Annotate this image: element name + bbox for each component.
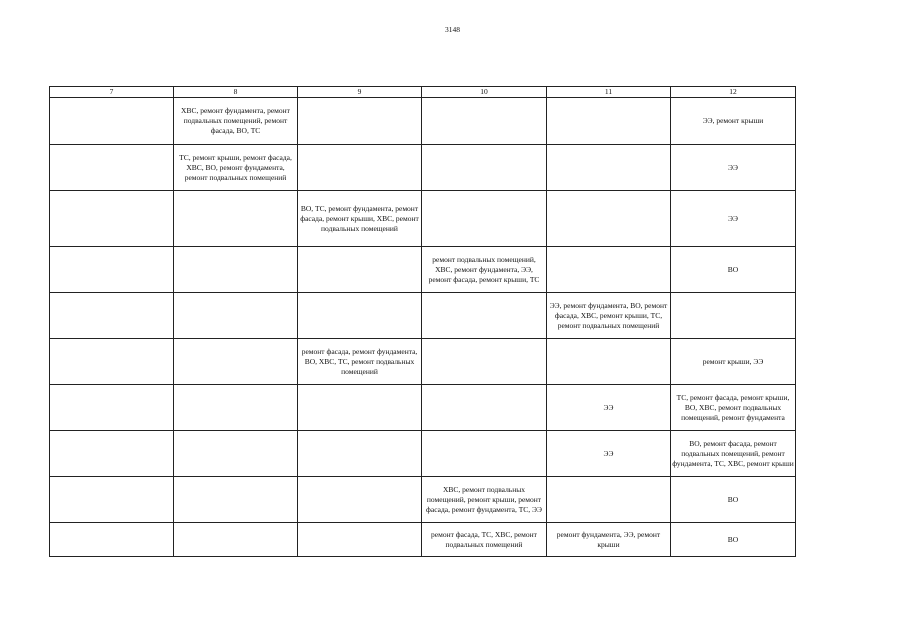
- table-cell: ХВС, ремонт подвальных помещений, ремонт крыши, ремонт фасада, ремонт фундамента, ТС, ЭЭ: [422, 477, 547, 523]
- table-cell: [422, 431, 547, 477]
- table-cell: ВО: [671, 523, 796, 557]
- table-cell: [298, 523, 422, 557]
- table-cell: [174, 385, 298, 431]
- table-cell: ремонт фасада, ТС, ХВС, ремонт подвальных помещений: [422, 523, 547, 557]
- table-cell: [174, 339, 298, 385]
- table-row: [50, 293, 796, 339]
- schedule-table: [49, 86, 796, 557]
- table-cell: [50, 247, 174, 293]
- table-cell: [174, 191, 298, 247]
- table-cell: ВО, ремонт фасада, ремонт подвальных помещений, ремонт фундамента, ТС, ХВС, ремонт крыши: [671, 431, 796, 477]
- table-cell: [298, 247, 422, 293]
- table-header-row: [50, 87, 796, 98]
- table-cell: ремонт фасада, ремонт фундамента, ВО, ХВС, ТС, ремонт подвальных помещений: [298, 339, 422, 385]
- table-cell: [174, 247, 298, 293]
- column-header-9: 9: [298, 87, 422, 98]
- table-cell: ЭЭ: [671, 191, 796, 247]
- column-header-7: 7: [50, 87, 174, 98]
- table-row: [50, 191, 796, 247]
- table-cell: [422, 385, 547, 431]
- table-cell: [174, 477, 298, 523]
- table-row: [50, 477, 796, 523]
- table-cell: ТС, ремонт крыши, ремонт фасада, ХВС, ВО, ремонт фундамента, ремонт подвальных помещений: [174, 145, 298, 191]
- column-header-8: 8: [174, 87, 298, 98]
- table-cell: [298, 477, 422, 523]
- table-cell: ВО: [671, 477, 796, 523]
- table-cell: [50, 98, 174, 145]
- table-cell: [174, 293, 298, 339]
- table-row: [50, 145, 796, 191]
- table-cell: [298, 385, 422, 431]
- table-cell: [298, 98, 422, 145]
- table-cell: [174, 523, 298, 557]
- page-number: 3148: [445, 25, 460, 34]
- table-cell: ЭЭ, ремонт крыши: [671, 98, 796, 145]
- table-cell: ремонт крыши, ЭЭ: [671, 339, 796, 385]
- table-cell: [174, 431, 298, 477]
- column-header-11: 11: [547, 87, 671, 98]
- table-cell: ЭЭ: [547, 385, 671, 431]
- table-cell: [298, 431, 422, 477]
- table-cell: [422, 339, 547, 385]
- table-cell: [422, 293, 547, 339]
- table-cell: [422, 145, 547, 191]
- table-cell: [547, 145, 671, 191]
- column-header-12: 12: [671, 87, 796, 98]
- table-cell: [547, 98, 671, 145]
- table-cell: [50, 385, 174, 431]
- table-cell: [547, 477, 671, 523]
- table-row: [50, 523, 796, 557]
- table-cell: ТС, ремонт фасада, ремонт крыши, ВО, ХВС, ремонт подвальных помещений, ремонт фундамента: [671, 385, 796, 431]
- table-cell: [671, 293, 796, 339]
- table-cell: [422, 191, 547, 247]
- table-cell: ЭЭ, ремонт фундамента, ВО, ремонт фасада, ХВС, ремонт крыши, ТС, ремонт подвальных помещений: [547, 293, 671, 339]
- table-row: [50, 385, 796, 431]
- table-cell: [50, 145, 174, 191]
- table-cell: ЭЭ: [547, 431, 671, 477]
- table-cell: ВО, ТС, ремонт фундамента, ремонт фасада, ремонт крыши, ХВС, ремонт подвальных помещений: [298, 191, 422, 247]
- column-header-10: 10: [422, 87, 547, 98]
- table-cell: [50, 191, 174, 247]
- table-cell: ремонт подвальных помещений, ХВС, ремонт фундамента, ЭЭ, ремонт фасада, ремонт крыши, ТС: [422, 247, 547, 293]
- table-row: [50, 339, 796, 385]
- table-cell: [50, 477, 174, 523]
- table-row: [50, 431, 796, 477]
- table-row: [50, 247, 796, 293]
- table-cell: [50, 293, 174, 339]
- table-cell: ремонт фундамента, ЭЭ, ремонт крыши: [547, 523, 671, 557]
- table-cell: [298, 145, 422, 191]
- table-cell: [50, 339, 174, 385]
- table-cell: [547, 191, 671, 247]
- table-cell: [50, 523, 174, 557]
- table-cell: [422, 98, 547, 145]
- table-cell: ЭЭ: [671, 145, 796, 191]
- table-cell: [298, 293, 422, 339]
- table-cell: [547, 339, 671, 385]
- table-cell: ВО: [671, 247, 796, 293]
- table-cell: [547, 247, 671, 293]
- table-cell: ХВС, ремонт фундамента, ремонт подвальных помещений, ремонт фасада, ВО, ТС: [174, 98, 298, 145]
- table-row: [50, 98, 796, 145]
- table-cell: [50, 431, 174, 477]
